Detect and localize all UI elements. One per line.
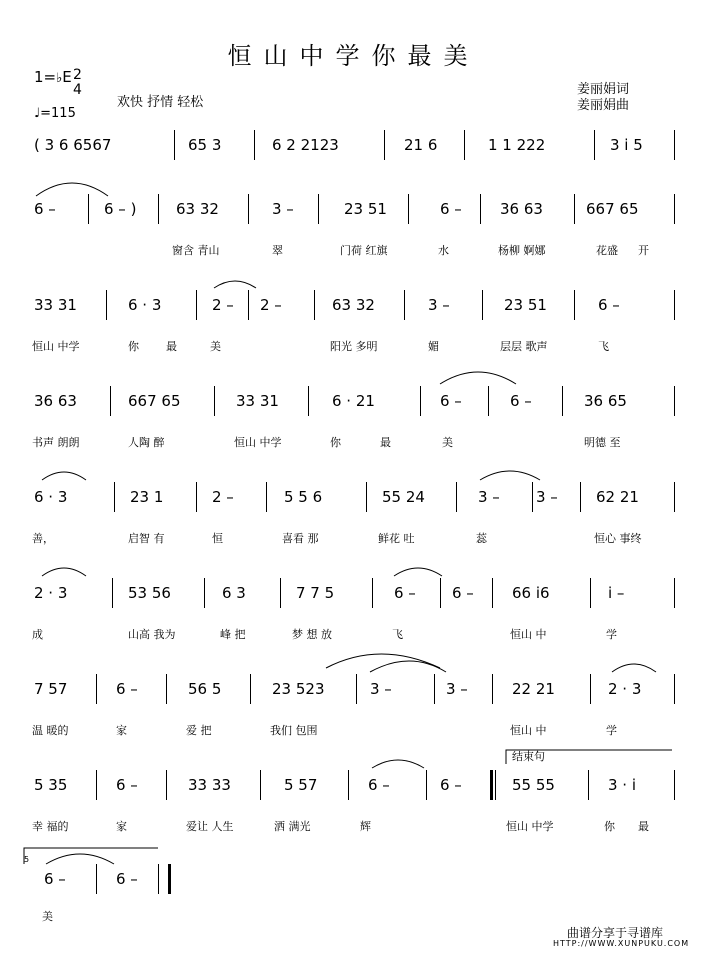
lyric: 鲜花 吐 bbox=[378, 532, 415, 545]
lyric: 明德 至 bbox=[584, 436, 621, 449]
ending-label: 结束句 bbox=[512, 750, 545, 763]
score-row-8 bbox=[32, 772, 676, 862]
note-group: 3 – bbox=[536, 488, 558, 506]
note-group: 23 51 bbox=[504, 296, 547, 314]
note-group: 3 – bbox=[478, 488, 500, 506]
note-group: 2 · 3 bbox=[608, 680, 642, 698]
note-group: 667 65 bbox=[586, 200, 639, 218]
composer-credit: 姜丽娟曲 bbox=[577, 98, 630, 113]
note-group: 22 21 bbox=[512, 680, 555, 698]
note-group: i – bbox=[608, 584, 625, 602]
flat-sign: ♭ bbox=[56, 71, 63, 86]
note-group: 33 31 bbox=[34, 296, 77, 314]
note-group: 6 – bbox=[34, 200, 56, 218]
lyric: 恒 bbox=[212, 532, 223, 545]
lyric: 启智 有 bbox=[128, 532, 165, 545]
note-group: 5 35 bbox=[34, 776, 68, 794]
score-row-2 bbox=[32, 196, 676, 286]
note-group: 6 2 2123 bbox=[272, 136, 339, 154]
lyric: 成 bbox=[32, 628, 43, 641]
lyric: 学 bbox=[606, 628, 617, 641]
note-group: 63 32 bbox=[176, 200, 219, 218]
note-group: 7 57 bbox=[34, 680, 68, 698]
lyric: 层层 歌声 bbox=[500, 340, 548, 353]
note-group: 33 31 bbox=[236, 392, 279, 410]
lyric: 杨柳 婀娜 bbox=[498, 244, 546, 257]
lyric: 梦 想 放 bbox=[292, 628, 332, 641]
lyric: 幸 福的 bbox=[32, 820, 69, 833]
note-group: 55 24 bbox=[382, 488, 425, 506]
lyric: 学 bbox=[606, 724, 617, 737]
note-group: 6 – bbox=[394, 584, 416, 602]
time-bottom: 4 bbox=[73, 82, 82, 98]
lyric: 书声 朗朗 bbox=[32, 436, 80, 449]
note-group: 2 – bbox=[260, 296, 282, 314]
ending-number: 5 bbox=[24, 855, 30, 864]
lyric: 美 bbox=[42, 910, 53, 923]
lyric: 你 bbox=[330, 436, 341, 449]
note-group: 6 – bbox=[440, 392, 462, 410]
lyric: 最 bbox=[638, 820, 649, 833]
note-group: 55 55 bbox=[512, 776, 555, 794]
note-group: 6 · 3 bbox=[128, 296, 162, 314]
lyric: 恒山 中 bbox=[510, 724, 547, 737]
lyric: 花盛 bbox=[596, 244, 618, 257]
time-top: 2 bbox=[73, 67, 82, 83]
lyric: 媚 bbox=[428, 340, 439, 353]
lyricist-credit: 姜丽娟词 bbox=[577, 82, 630, 97]
note-group: 5 57 bbox=[284, 776, 318, 794]
lyric: 洒 满光 bbox=[274, 820, 311, 833]
note-group: 63 32 bbox=[332, 296, 375, 314]
note-group: 3 – bbox=[446, 680, 468, 698]
note-group: 36 65 bbox=[584, 392, 627, 410]
key-signature bbox=[34, 68, 72, 86]
note-group: 36 63 bbox=[34, 392, 77, 410]
lyric: 最 bbox=[166, 340, 177, 353]
note-group: 6 · 21 bbox=[332, 392, 375, 410]
note-group: 3 · i bbox=[608, 776, 637, 794]
note-group: 6 – bbox=[44, 870, 66, 888]
note-group: 7 7 5 bbox=[296, 584, 335, 602]
note-group: 6 3 bbox=[222, 584, 246, 602]
note-group: 23 523 bbox=[272, 680, 325, 698]
lyric: 你 bbox=[604, 820, 615, 833]
lyric: 翠 bbox=[272, 244, 283, 257]
score-row-7 bbox=[32, 676, 676, 766]
key-letter: E bbox=[62, 68, 72, 86]
note-group: 6 – bbox=[440, 200, 462, 218]
note-group: 65 3 bbox=[188, 136, 222, 154]
lyric: 你 bbox=[128, 340, 139, 353]
lyric: 水 bbox=[438, 244, 449, 257]
lyric: 我们 包围 bbox=[270, 724, 318, 737]
score-row-6 bbox=[32, 580, 676, 670]
lyric: 温 暖的 bbox=[32, 724, 69, 737]
time-signature bbox=[73, 68, 82, 98]
style-marking: 欢快 抒情 轻松 bbox=[117, 95, 204, 110]
lyric: 家 bbox=[116, 724, 127, 737]
lyric: 爱让 人生 bbox=[186, 820, 234, 833]
note-group: 6 – bbox=[116, 870, 138, 888]
lyric: 爱 把 bbox=[186, 724, 212, 737]
lyric: 恒山 中学 bbox=[32, 340, 80, 353]
lyric: 门荷 红旗 bbox=[340, 244, 388, 257]
note-group: 3 i 5 bbox=[610, 136, 643, 154]
score-row-3 bbox=[32, 292, 676, 382]
note-group: 6 – bbox=[510, 392, 532, 410]
note-group: 6 – bbox=[440, 776, 462, 794]
lyric: 喜看 那 bbox=[282, 532, 319, 545]
note-group: 3 – bbox=[272, 200, 294, 218]
note-group: 53 56 bbox=[128, 584, 171, 602]
score-row-5 bbox=[32, 484, 676, 574]
note-group: 33 33 bbox=[188, 776, 231, 794]
lyric: 蕊 bbox=[476, 532, 487, 545]
lyric: 飞 bbox=[598, 340, 609, 353]
note-group: ( 3 6 6567 bbox=[34, 136, 112, 154]
note-group: 6 – bbox=[116, 680, 138, 698]
note-group: 6 – bbox=[452, 584, 474, 602]
tempo-marking: ♩=115 bbox=[34, 106, 76, 121]
note-group: 2 – bbox=[212, 488, 234, 506]
note-group: 6 – ) bbox=[104, 200, 137, 218]
note-group: 3 – bbox=[428, 296, 450, 314]
lyric: 美 bbox=[210, 340, 221, 353]
note-group: 66 i6 bbox=[512, 584, 550, 602]
note-group: 6 – bbox=[598, 296, 620, 314]
lyric: 辉 bbox=[360, 820, 371, 833]
note-group: 6 · 3 bbox=[34, 488, 68, 506]
lyric: 山高 我为 bbox=[128, 628, 176, 641]
note-group: 23 1 bbox=[130, 488, 164, 506]
lyric: 恒山 中 bbox=[510, 628, 547, 641]
note-group: 6 – bbox=[368, 776, 390, 794]
note-group: 21 6 bbox=[404, 136, 438, 154]
song-title: 恒山中学你最美 bbox=[227, 42, 480, 70]
note-group: 56 5 bbox=[188, 680, 222, 698]
note-group: 667 65 bbox=[128, 392, 181, 410]
note-group: 2 · 3 bbox=[34, 584, 68, 602]
score-row-4 bbox=[32, 388, 676, 478]
note-group: 6 – bbox=[116, 776, 138, 794]
lyric: 恒山 中学 bbox=[506, 820, 554, 833]
lyric: 飞 bbox=[392, 628, 403, 641]
lyric: 窗含 青山 bbox=[172, 244, 220, 257]
footer-url: HTTP://WWW.XUNPUKU.COM bbox=[553, 939, 690, 948]
note-group: 5 5 6 bbox=[284, 488, 323, 506]
note-group: 1 1 222 bbox=[488, 136, 546, 154]
lyric: 家 bbox=[116, 820, 127, 833]
note-group: 2 – bbox=[212, 296, 234, 314]
note-group: 36 63 bbox=[500, 200, 543, 218]
lyric: 恒山 中学 bbox=[234, 436, 282, 449]
lyric: 阳光 多明 bbox=[330, 340, 378, 353]
footer-source: 曲谱分享于寻谱库 bbox=[567, 926, 664, 940]
lyric: 开 bbox=[638, 244, 649, 257]
note-group: 23 51 bbox=[344, 200, 387, 218]
note-group: 62 21 bbox=[596, 488, 639, 506]
note-group: 3 – bbox=[370, 680, 392, 698]
lyric: 峰 把 bbox=[220, 628, 246, 641]
lyric: 恒心 事终 bbox=[594, 532, 642, 545]
lyric: 人陶 醉 bbox=[128, 436, 165, 449]
lyric: 善， bbox=[32, 532, 54, 545]
lyric: 美 bbox=[442, 436, 453, 449]
lyric: 最 bbox=[380, 436, 391, 449]
key-prefix: 1= bbox=[34, 68, 57, 86]
